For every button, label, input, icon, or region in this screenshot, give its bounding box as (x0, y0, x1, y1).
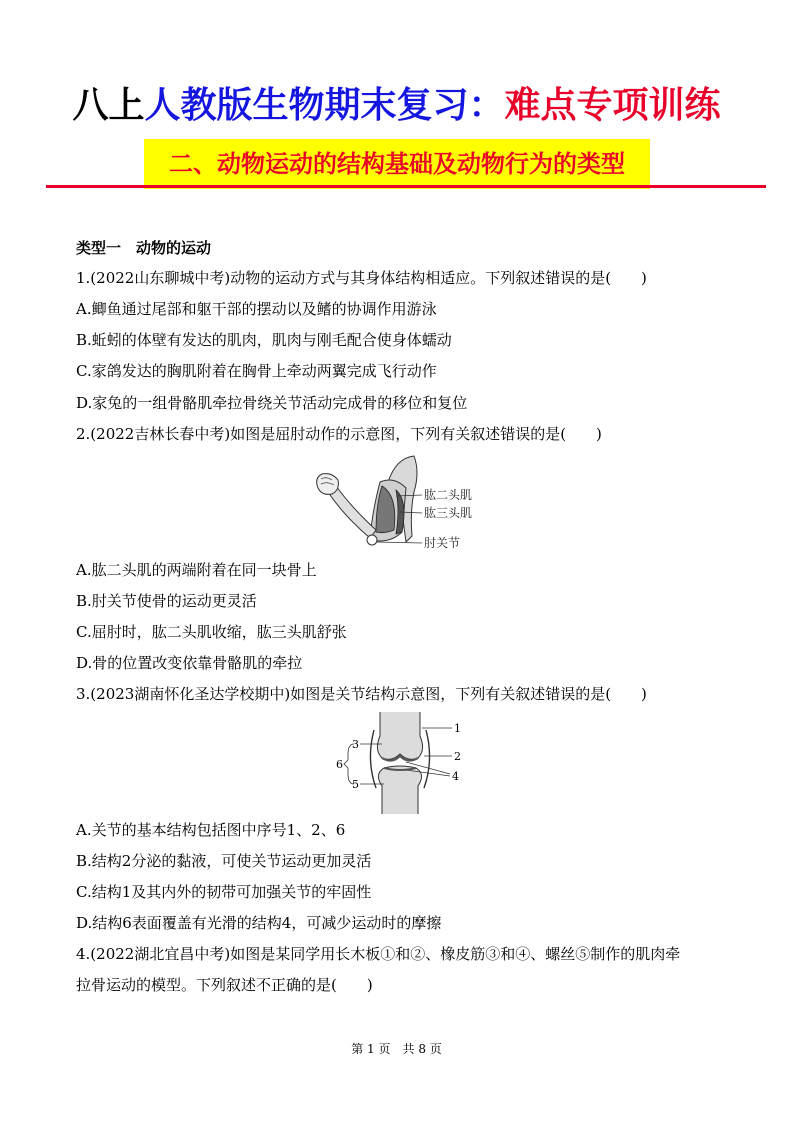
elbow-flexion-figure (310, 452, 490, 554)
lower-bone (378, 766, 421, 814)
q3-option-a: A.关节的基本结构包括图中序号1、2、6 (76, 821, 346, 839)
label-3: 3 (352, 738, 359, 751)
label-triceps: 肱三头肌 (424, 506, 473, 520)
label-1: 1 (454, 722, 461, 735)
label-5: 5 (352, 778, 359, 791)
hand (317, 474, 339, 495)
q3-option-d: D.结构6表面覆盖有光滑的结构4，可减少运动时的摩擦 (76, 914, 442, 932)
title-topic: 难点专项训练 (504, 85, 721, 126)
label-6: 6 (336, 758, 343, 771)
page-title (0, 84, 793, 128)
forearm (328, 486, 376, 538)
elbow-joint (367, 535, 377, 545)
label-2: 2 (454, 750, 461, 763)
title-edition: 人教版生物期末复习： (144, 85, 505, 126)
title-grade: 八上 (72, 85, 145, 126)
q1-option-d: D.家兔的一组骨骼肌牵拉骨绕关节活动完成骨的移位和复位 (76, 394, 468, 412)
question-2-stem: 2.(2022吉林长春中考)如图是屈肘动作的示意图，下列有关叙述错误的是( ) (76, 425, 602, 443)
joint-structure-figure (334, 710, 464, 816)
q2-option-c: C.屈肘时，肱二头肌收缩，肱三头肌舒张 (76, 623, 347, 641)
question-3-stem: 3.(2023湖南怀化圣达学校期中)如图是关节结构示意图，下列有关叙述错误的是( ) (76, 685, 647, 703)
q1-option-c: C.家鸽发达的胸肌附着在胸骨上牵动两翼完成飞行动作 (76, 362, 437, 380)
label-4: 4 (452, 770, 459, 783)
q3-option-c: C.结构1及其内外的韧带可加强关节的牢固性 (76, 883, 372, 901)
q2-option-d: D.骨的位置改变依靠骨骼肌的牵拉 (76, 654, 303, 672)
title-divider (46, 185, 766, 188)
section-heading: 类型一 动物的运动 (76, 239, 212, 257)
q3-option-b: B.结构2分泌的黏液，可使关节运动更加灵活 (76, 852, 372, 870)
q2-option-a: A.肱二头肌的两端附着在同一块骨上 (76, 561, 317, 579)
question-1-stem: 1.(2022山东聊城中考)动物的运动方式与其身体结构相适应。下列叙述错误的是( ) (76, 269, 647, 287)
q2-option-b: B.肘关节使骨的运动更灵活 (76, 592, 257, 610)
q1-option-b: B.蚯蚓的体壁有发达的肌肉，肌肉与刚毛配合使身体蠕动 (76, 331, 452, 349)
question-4-stem-line2: 拉骨运动的模型。下列叙述不正确的是( ) (76, 976, 373, 994)
label-biceps: 肱二头肌 (424, 488, 473, 502)
upper-bone (377, 712, 422, 759)
q1-option-a: A.鲫鱼通过尾部和躯干部的摆动以及鳍的协调作用游泳 (76, 300, 437, 318)
page-subtitle: 二、动物运动的结构基础及动物行为的类型 (169, 150, 625, 178)
label-elbow: 肘关节 (424, 536, 461, 550)
question-4-stem-line1: 4.(2022湖北宜昌中考)如图是某同学用长木板①和②、橡皮筋③和④、螺丝⑤制作的肌肉牵 (76, 945, 681, 963)
page-number: 第 1 页 共 8 页 (351, 1042, 442, 1056)
